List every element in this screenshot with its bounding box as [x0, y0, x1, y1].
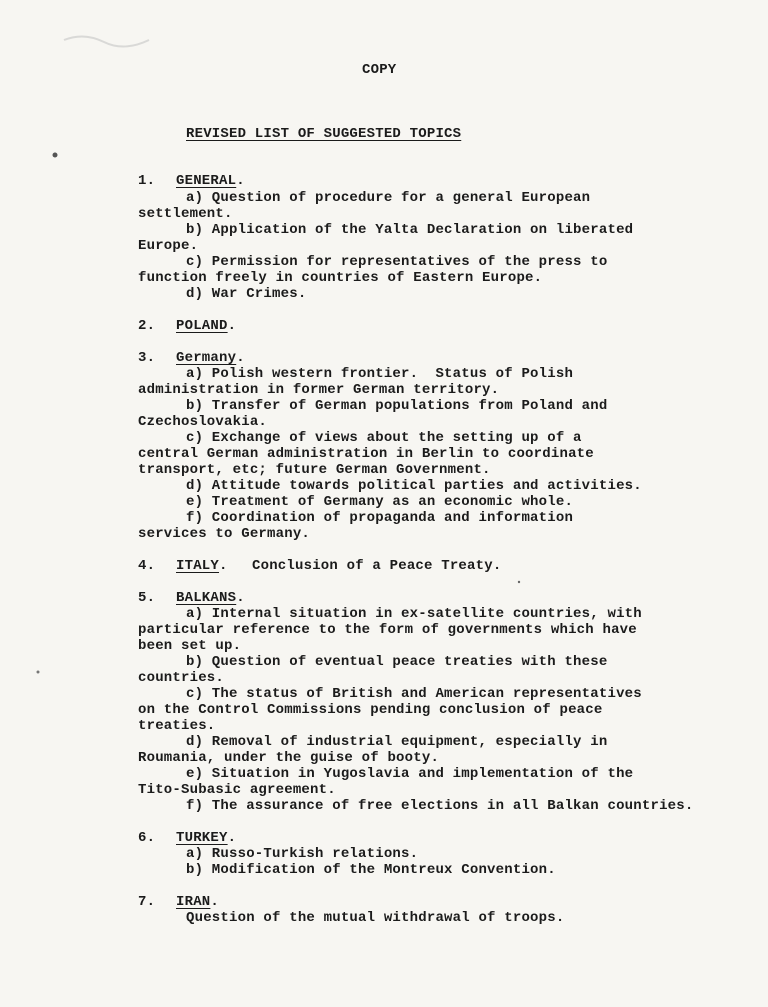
topic-line: countries.	[138, 670, 225, 686]
section-heading-suffix: .	[236, 350, 245, 366]
topic-line: c) Exchange of views about the setting up of a	[186, 430, 582, 446]
section-heading-suffix: .	[236, 590, 245, 606]
ink-speck	[53, 153, 58, 158]
topic-line: d) Removal of industrial equipment, especially in	[186, 734, 608, 750]
topic-line: b) Application of the Yalta Declaration on liberated	[186, 222, 634, 238]
section-heading	[176, 830, 236, 846]
margin-smudge	[64, 36, 149, 46]
section-number: 1.	[138, 173, 156, 189]
section-heading-text: Germany	[176, 350, 237, 366]
topic-line: Czechoslovakia.	[138, 414, 268, 430]
topic-line: a) Internal situation in ex-satellite countries, with	[186, 606, 642, 622]
ink-speck	[518, 581, 520, 583]
topic-line: a) Polish western frontier. Status of Polish	[186, 366, 574, 382]
section-heading-suffix: .	[219, 558, 228, 574]
topic-line: administration in former German territory.	[138, 382, 500, 398]
section-heading	[176, 558, 228, 574]
topic-line: particular reference to the form of governments which have	[138, 622, 637, 638]
topic-line: a) Russo-Turkish relations.	[186, 846, 419, 862]
section-heading-text: IRAN	[176, 894, 211, 910]
topic-line: e) Treatment of Germany as an economic whole.	[186, 494, 574, 510]
section-inline-text: Conclusion of a Peace Treaty.	[252, 558, 502, 574]
topic-line: f) The assurance of free elections in all Balkan countries.	[186, 798, 694, 814]
topic-line: Roumania, under the guise of booty.	[138, 750, 440, 766]
topic-line: treaties.	[138, 718, 216, 734]
section-number: 5.	[138, 590, 156, 606]
topic-line: b) Transfer of German populations from Poland and	[186, 398, 608, 414]
section-heading	[176, 350, 245, 366]
section-number: 4.	[138, 558, 156, 574]
section-heading-text: GENERAL	[176, 173, 237, 189]
section-heading-suffix: .	[210, 894, 220, 910]
topic-line: f) Coordination of propaganda and information	[186, 510, 574, 526]
topic-line: settlement.	[138, 206, 233, 222]
topic-line: b) Modification of the Montreux Convention.	[186, 862, 556, 878]
section-heading-suffix: .	[227, 318, 237, 334]
topic-line: c) Permission for representatives of the press to	[186, 254, 608, 270]
section-heading-text: ITALY	[176, 558, 220, 574]
topic-line: c) The status of British and American representatives	[186, 686, 642, 702]
topic-line: transport, etc; future German Government.	[138, 462, 491, 478]
section-number: 2.	[138, 318, 156, 334]
section-number: 3.	[138, 350, 156, 366]
topic-line: on the Control Commissions pending conclusion of peace	[138, 702, 603, 718]
topic-line: d) Attitude towards political parties and activities.	[186, 478, 642, 494]
topic-line: function freely in countries of Eastern Europe.	[138, 270, 543, 286]
section-heading	[176, 173, 245, 189]
section-heading-suffix: .	[236, 173, 245, 189]
section-heading-text: TURKEY	[176, 830, 228, 846]
topic-line: b) Question of eventual peace treaties with these	[186, 654, 608, 670]
section-number: 6.	[138, 830, 156, 846]
ink-speck	[37, 671, 40, 674]
topic-line: Europe.	[138, 238, 199, 254]
topic-line: Question of the mutual withdrawal of troops.	[186, 910, 565, 926]
section-number: 7.	[138, 894, 156, 910]
section-heading	[176, 894, 219, 910]
section-heading-text: POLAND	[176, 318, 228, 334]
section-heading-suffix: .	[227, 830, 237, 846]
page-title: REVISED LIST OF SUGGESTED TOPICS	[186, 126, 462, 142]
topic-line: central German administration in Berlin to coordinate	[138, 446, 594, 462]
topic-line: d) War Crimes.	[186, 286, 307, 302]
copy-label: COPY	[362, 62, 397, 78]
section-heading	[176, 318, 236, 334]
topic-line: services to Germany.	[138, 526, 311, 542]
topic-line: a) Question of procedure for a general European	[186, 190, 591, 206]
topic-line: Tito-Subasic agreement.	[138, 782, 336, 798]
section-heading	[176, 590, 245, 606]
topic-line: e) Situation in Yugoslavia and implementation of the	[186, 766, 634, 782]
topic-line: been set up.	[138, 638, 242, 654]
section-heading-text: BALKANS	[176, 590, 237, 606]
